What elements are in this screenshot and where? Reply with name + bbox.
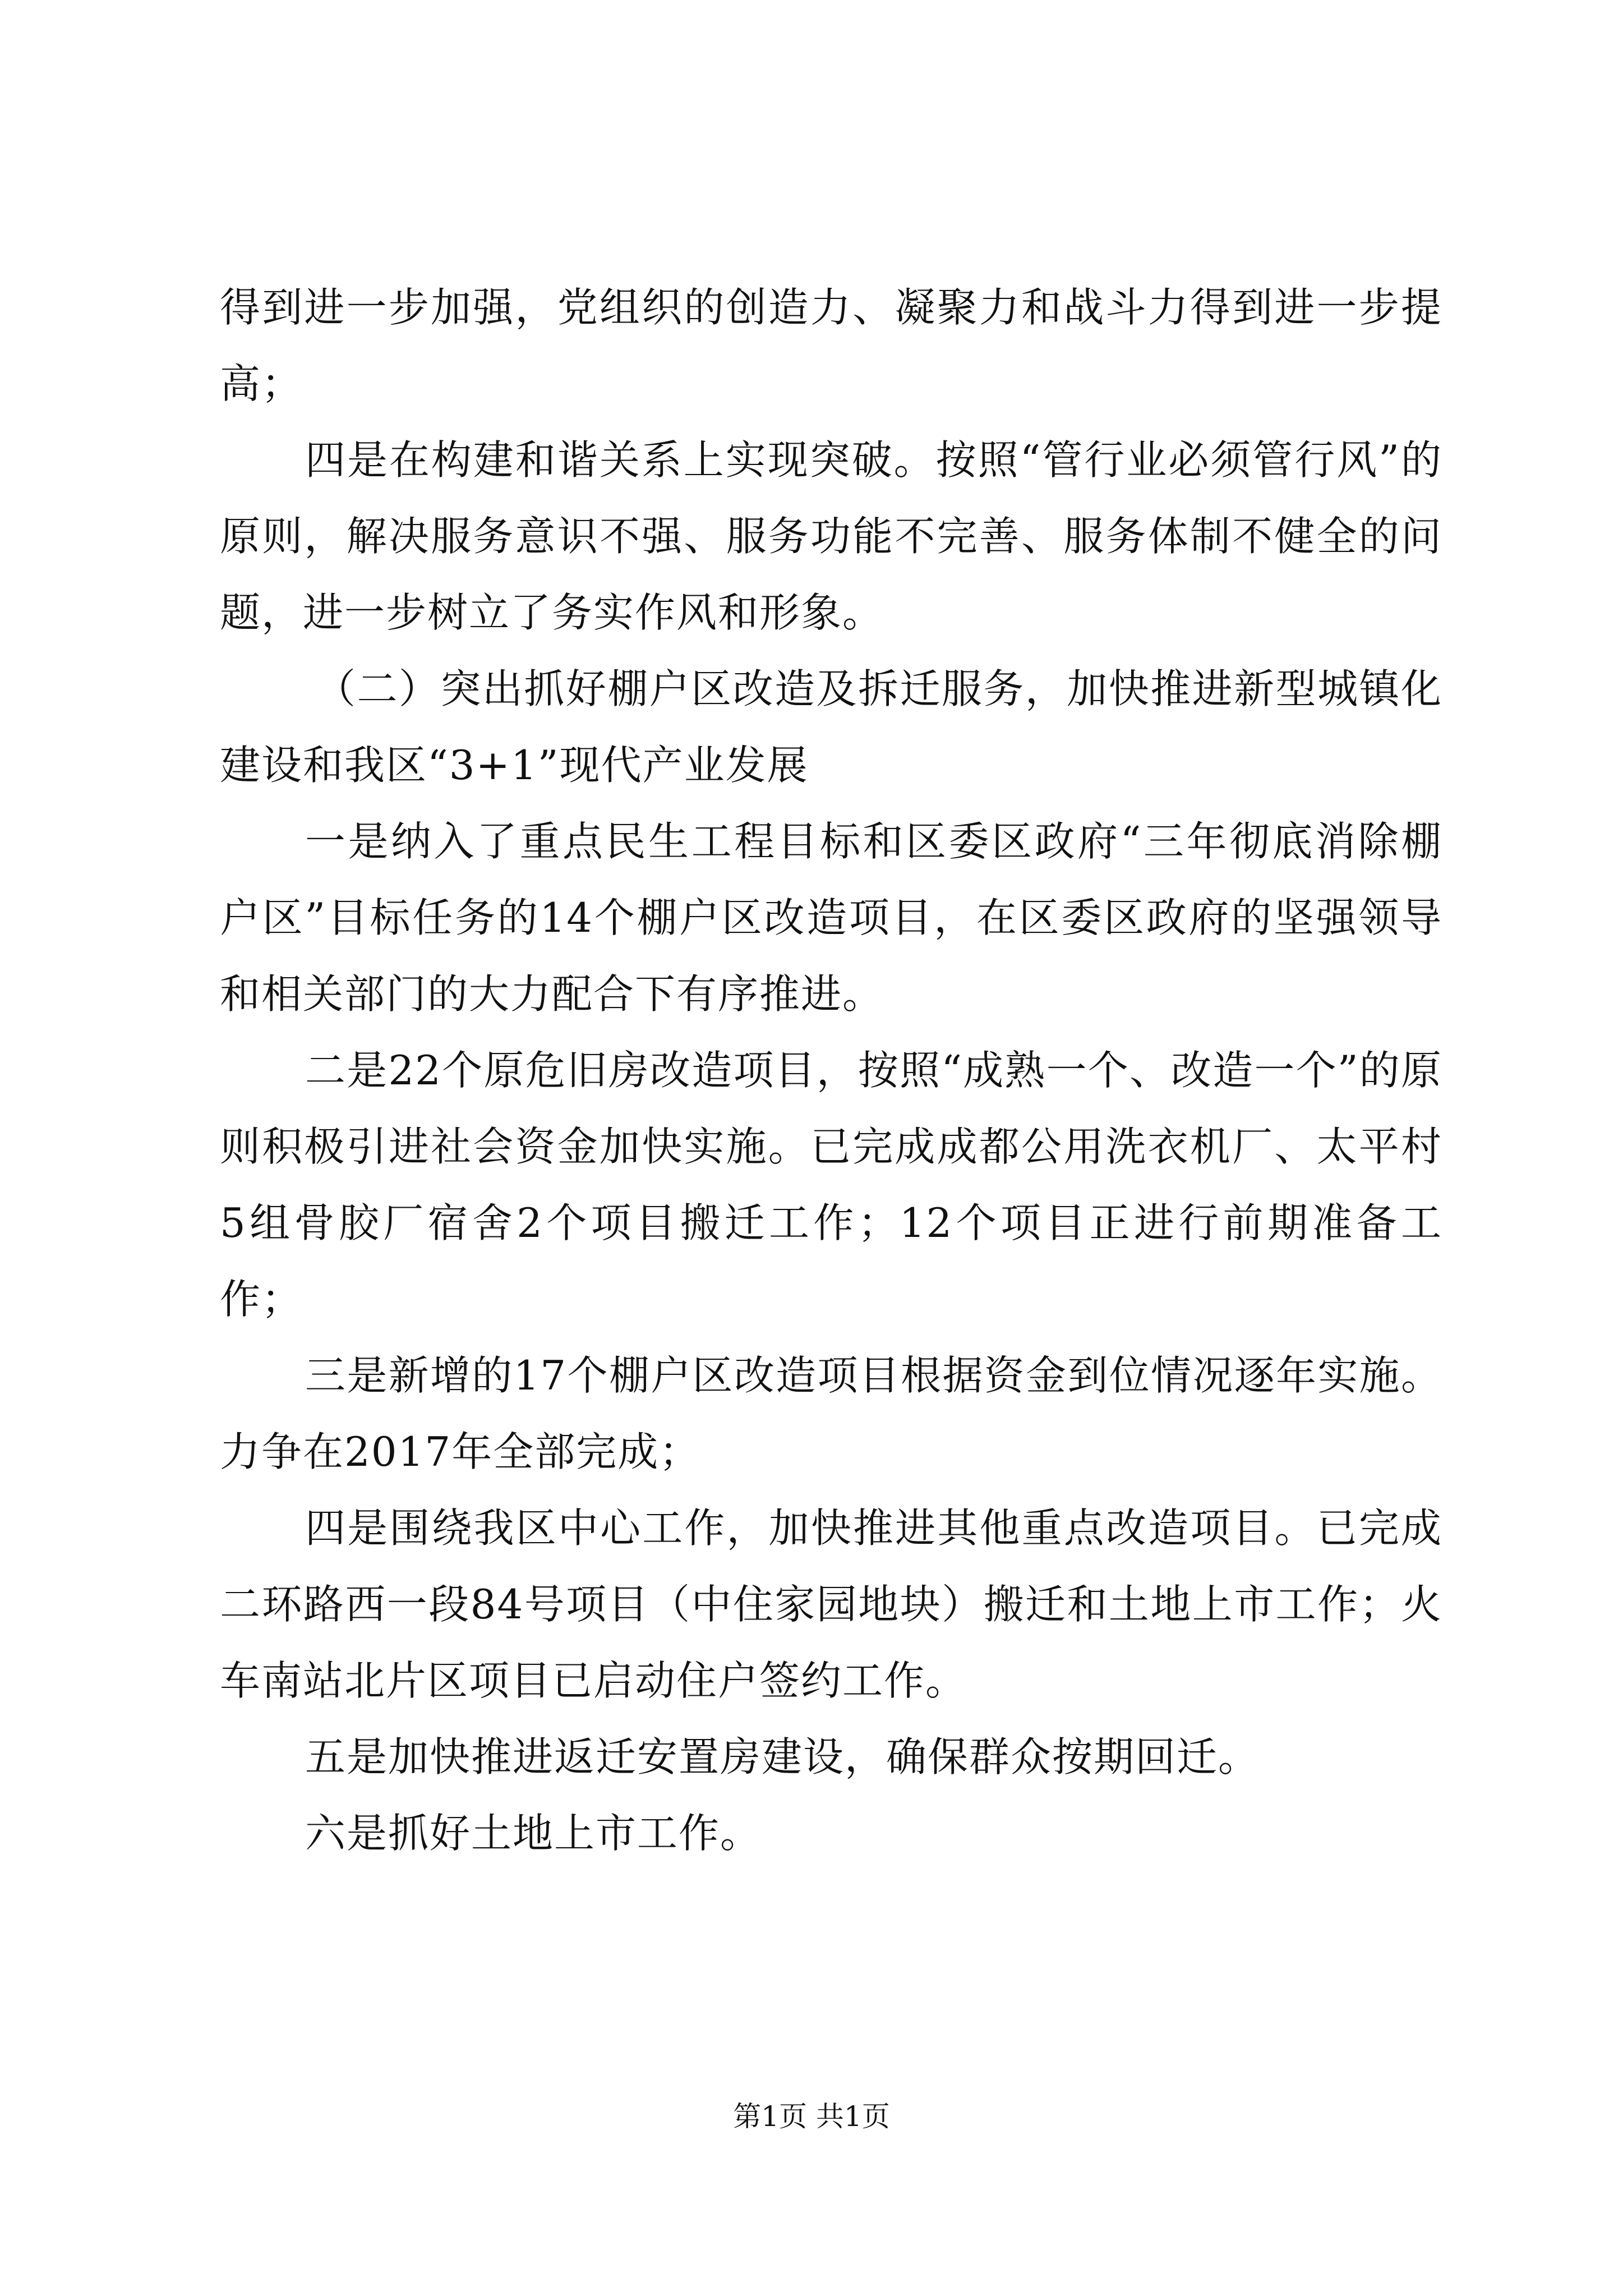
paragraph-5: 三是新增的17个棚户区改造项目根据资金到位情况逐年实施。力争在2017年全部完成；: [220, 1352, 1442, 1475]
paragraph-1: 得到进一步加强，党组织的创造力、凝聚力和战斗力得到进一步提高；: [220, 284, 1442, 407]
section-heading: （二）突出抓好棚户区改造及拆迁服务，加快推进新型城镇化建设和我区“3+1”现代产业发展: [220, 665, 1442, 789]
paragraph-3: 一是纳入了重点民生工程目标和区委区政府“三年彻底消除棚户区”目标任务的14个棚户区改造项目，在区委区政府的坚强领导和相关部门的大力配合下有序推进。: [220, 818, 1442, 1018]
paragraph-4: 二是22个原危旧房改造项目，按照“成熟一个、改造一个”的原则积极引进社会资金加快实施。已完成成都公用洗衣机厂、太平村5组骨胶厂宿舍2个项目搬迁工作；12个项目正进行前期准备工作；: [220, 1047, 1442, 1323]
page-footer: 第1页 共1页: [733, 2100, 890, 2133]
paragraph-6: 四是围绕我区中心工作，加快推进其他重点改造项目。已完成二环路西一段84号项目（中住家园地块）搬迁和土地上市工作；火车南站北片区项目已启动住户签约工作。: [220, 1504, 1442, 1704]
document-body: [220, 269, 1442, 1871]
paragraph-2: 四是在构建和谐关系上实现突破。按照“管行业必须管行风”的原则，解决服务意识不强、服务功能不完善、服务体制不健全的问题，进一步树立了务实作风和形象。: [220, 436, 1442, 636]
paragraph-8: 六是抓好土地上市工作。: [305, 1810, 762, 1857]
paragraph-7: 五是加快推进返迁安置房建设，确保群众按期回迁。: [305, 1733, 1260, 1780]
